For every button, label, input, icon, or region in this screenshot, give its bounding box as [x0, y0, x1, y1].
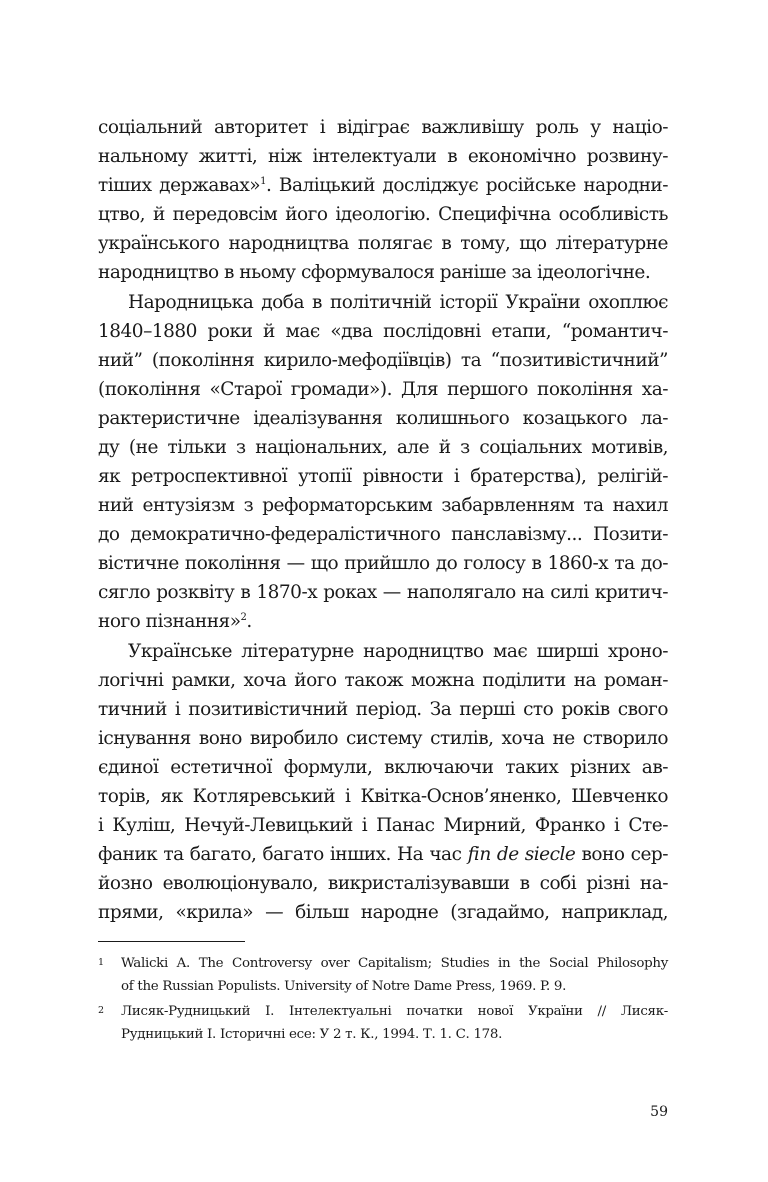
text-line: нальному житті, ніж інтелектуали в економічно розвину- — [98, 146, 668, 167]
footnote-number: 2 — [98, 1005, 105, 1016]
text-line: Українське літературне народництво має ширші хроно- — [128, 641, 668, 662]
text-span: тіших державах» — [98, 175, 261, 196]
text-line — [98, 171, 668, 200]
text-line: до демократично-федералістичного панславізму... Позити- — [98, 524, 668, 545]
text-line: (покоління «Старої громади»). Для першого покоління ха- — [98, 379, 668, 400]
text-line: торів, як Котляревський і Квітка-Основ’яненко, Шевченко — [98, 786, 668, 807]
text-line: йозно еволюціонувало, викристалізувавши в собі різні на- — [98, 873, 668, 894]
text-line: соціальний авторитет і відіграє важливішу роль у націо- — [98, 117, 668, 138]
text-span: воно сер- — [575, 844, 668, 865]
text-span: . Валіцький досліджує російське народни- — [265, 175, 668, 196]
text-span: . — [246, 611, 252, 632]
text-line: українського народництва полягає в тому, що літературне — [98, 233, 668, 254]
text-line: сягло розквіту в 1870-х роках — наполягало на силі критич- — [98, 582, 668, 603]
text-line: цтво, й передовсім його ідеологію. Специфічна особливість — [98, 204, 668, 225]
text-line: існування воно виробило систему стилів, хоча не створило — [98, 728, 668, 749]
text-line: і Куліш, Нечуй-Левицький і Панас Мирний, Франко і Сте- — [98, 815, 668, 836]
text-line: ний” (покоління кирило-мефодіївців) та “позитивістичний” — [98, 350, 668, 371]
text-span: фаник та багато, багато інших. На час — [98, 844, 468, 865]
footnote-ref[interactable]: 2 — [240, 611, 247, 623]
text-line: єдиної естетичної формули, включаючи таких різних ав- — [98, 757, 668, 778]
footnote-divider — [98, 941, 245, 942]
footnote-line: Лисяк-Рудницький І. Інтелектуальні початки нової України // Лисяк- — [121, 1004, 668, 1019]
footnote-line: Walicki A. The Controversy over Capitalism; Studies in the Social Philosophy — [121, 956, 668, 971]
text-line: як ретроспективної утопії рівности і братерства), релігій- — [98, 466, 668, 487]
text-line: ний ентузіязм з реформаторським забарвленням та нахил — [98, 495, 668, 516]
text-line: логічні рамки, хоча його також можна поділити на роман- — [98, 670, 668, 691]
text-line — [98, 840, 668, 869]
text-line: ду (не тільки з національних, але й з соціальних мотивів, — [98, 437, 668, 458]
footnote-line: of the Russian Populists. University of Notre Dame Press, 1969. P. 9. — [121, 979, 567, 994]
text-line: вістичне покоління — що прийшло до голосу в 1860-х та до- — [98, 553, 668, 574]
footnote-line: Рудницький І. Історичні есе: У 2 т. К., 1994. Т. 1. С. 178. — [121, 1027, 503, 1042]
text-span: ного пізнання» — [98, 611, 241, 632]
text-line: Народницька доба в політичній історії України охоплює — [128, 292, 668, 313]
text-line: народництво в ньому сформувалося раніше за ідеологічне. — [98, 262, 651, 283]
text-line — [98, 607, 668, 636]
page-number: 59 — [650, 1104, 668, 1120]
text-line: 1840–1880 роки й має «два послідовні етапи, “романтич- — [98, 321, 668, 342]
text-line: прями, «крила» — більш народне (згадаймо, наприклад, — [98, 902, 668, 923]
footnote-number: 1 — [98, 957, 105, 968]
text-line: тичний і позитивістичний період. За перші сто років свого — [98, 699, 668, 720]
text-line: рактеристичне ідеалізування колишнього козацького ла- — [98, 408, 668, 429]
footnote-ref[interactable]: 1 — [260, 175, 266, 187]
italic-phrase: fin de siecle — [467, 844, 576, 865]
